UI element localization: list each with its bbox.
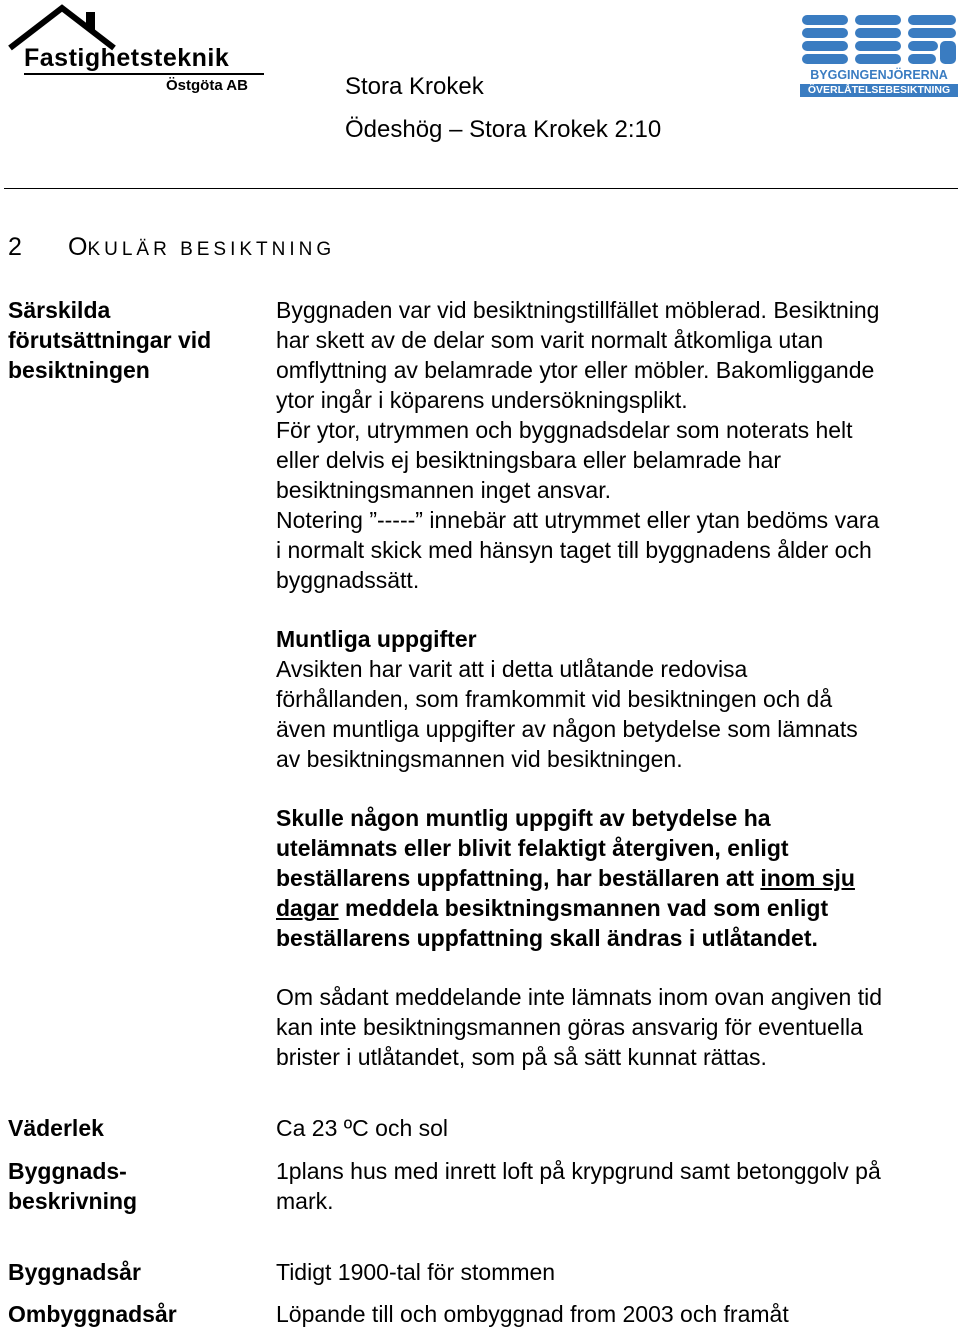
sbr-logo <box>800 12 958 98</box>
om-sadant-text: Om sådant meddelande inte lämnats inom ovan angiven tid kan inte besiktningsmannen göras ansvarig för eventuella brister i utlåtandet, som på så sätt kunnat rättas. <box>276 984 883 1070</box>
muntliga-heading: Muntliga uppgifter <box>276 626 477 652</box>
logo-company-name: Fastighetsteknik <box>24 44 230 72</box>
deadline-underline: inom sju <box>760 865 855 891</box>
byggnadsar-value: Tidigt 1900-tal för stommen <box>276 1259 556 1285</box>
byggnadsar-label: Byggnadsår <box>8 1259 141 1285</box>
section-title-rest: KULÄR BESIKTNING <box>87 239 336 260</box>
section-heading <box>8 233 335 262</box>
logo-company-sub: Östgöta AB <box>166 77 248 94</box>
sarskilda-text: Byggnaden var vid besiktningstillfället möblerad. Besiktning har skett av de delar som varit normalt åtkomliga utan omflyttning av belamrade ytor eller möbler. Bakomliggande ytor ingår i köparens undersökningsplikt. För ytor, utrymmen och byggnadsdelar som noterats helt eller delvis ej besiktningsbara eller belamrade har besiktningsmannen inget ansvar. Notering ”-----” innebär att utrymmet eller ytan bedöms vara i normalt skick med hänsyn taget till byggnadens ålder och byggnadssätt. <box>276 297 880 593</box>
byggnadsbeskrivning-label: Byggnads- beskrivning <box>8 1158 138 1214</box>
deadline-underline-cont: dagar <box>276 895 339 921</box>
skulle-notice: Skulle någon muntlig uppgift av betydelse ha utelämnats eller blivit felaktigt återgiven, enligt beställarens uppfattning, har beställaren att inom sju dagar meddela besiktningsmannen vad som enligt beställarens uppfattning skall ändras i utlåtandet. <box>276 805 855 951</box>
ombyggnadsar-label: Ombyggnadsår <box>8 1301 177 1327</box>
header-divider <box>4 188 958 189</box>
vaderlek-label: Väderlek <box>8 1115 104 1141</box>
company-logo <box>6 4 271 96</box>
logo-brand: BYGGINGENJÖRERNA <box>810 68 948 82</box>
sarskilda-label: Särskilda förutsättningar vid besiktningen <box>8 297 212 383</box>
section-number: 2 <box>8 233 22 261</box>
byggnadsbeskrivning-value: 1plans hus med inrett loft på krypgrund samt betonggolv på mark. <box>276 1158 881 1214</box>
document-title: Stora Krokek <box>345 73 484 100</box>
document-subtitle: Ödeshög – Stora Krokek 2:10 <box>345 116 662 143</box>
muntliga-block: Muntliga uppgifter Avsikten har varit att i detta utlåtande redovisa förhållanden, som framkommit vid besiktningen och då även muntliga uppgifter av någon betydelse som lämnats av besiktningsmannen vid besiktningen. <box>276 624 960 774</box>
logo-tagline: ÖVERLÅTELSEBESIKTNING <box>800 84 958 97</box>
vaderlek-value: Ca 23 ºC och sol <box>276 1115 449 1141</box>
sbr-letters-icon <box>800 12 958 66</box>
ombyggnadsar-value: Löpande till och ombyggnad from 2003 och framåt <box>276 1301 789 1327</box>
section-title-initial: O <box>68 233 88 261</box>
